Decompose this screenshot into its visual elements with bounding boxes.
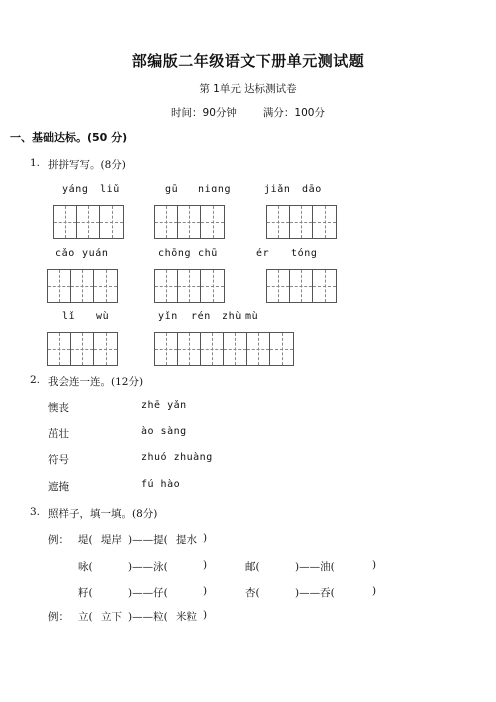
example-char: )	[203, 532, 208, 544]
example-label: 例：	[48, 611, 69, 623]
pinyin: liǔ	[100, 184, 120, 195]
question-text: 照样子，填一填。(8分)	[48, 508, 158, 520]
writing-grid[interactable]	[154, 269, 225, 303]
match-word[interactable]: 懊丧	[48, 402, 69, 414]
match-word[interactable]: 遮掩	[48, 481, 69, 493]
match-word[interactable]: 符号	[48, 454, 69, 466]
question-number: 2.	[30, 374, 41, 386]
time-limit: 时间：90分钟	[171, 107, 237, 119]
fill-blank[interactable]: )——吞(	[295, 587, 335, 599]
pinyin: ér	[256, 248, 270, 259]
question-number: 3.	[30, 506, 41, 518]
pinyin: wù	[96, 311, 110, 322]
fill-blank[interactable]: )——仔(	[128, 587, 168, 599]
example-label: 例：	[48, 534, 69, 546]
match-pinyin[interactable]: ào sàng	[141, 426, 187, 437]
fill-blank[interactable]: )	[203, 559, 208, 571]
pinyin: gū	[165, 184, 179, 195]
section-heading: 一、基础达标。(50 分)	[10, 131, 128, 144]
fill-blank[interactable]: )——油(	[295, 561, 335, 573]
writing-grid[interactable]	[266, 269, 337, 303]
example-answer: 立下	[101, 611, 122, 623]
fill-blank[interactable]: )	[203, 585, 208, 597]
question-number: 1.	[30, 157, 41, 169]
fill-char: 邮(	[245, 561, 260, 573]
match-pinyin[interactable]: zhuó zhuàng	[141, 452, 213, 463]
question-text: 我会连一连。(12分)	[48, 376, 144, 388]
example-char: )——粒(	[128, 611, 168, 623]
pinyin: yáng	[62, 184, 89, 195]
writing-grid[interactable]	[154, 205, 225, 239]
fill-blank[interactable]: )	[372, 585, 377, 597]
writing-grid[interactable]	[154, 332, 294, 366]
match-pinyin[interactable]: fú hào	[141, 479, 181, 490]
page-subtitle: 第 1单元 达标测试卷	[199, 83, 297, 95]
pinyin: yuán	[82, 248, 109, 259]
fill-char: 籽(	[78, 587, 93, 599]
page-title: 部编版二年级语文下册单元测试题	[131, 52, 365, 70]
pinyin: yǐn	[158, 311, 178, 322]
fill-blank[interactable]: )——泳(	[128, 561, 168, 573]
pinyin: jiǎn	[264, 184, 291, 195]
writing-grid[interactable]	[47, 332, 118, 366]
writing-grid[interactable]	[266, 205, 337, 239]
match-word[interactable]: 茁壮	[48, 428, 69, 440]
example-char: )——提(	[128, 534, 168, 546]
fill-blank[interactable]: )	[372, 559, 377, 571]
pinyin: mù	[245, 311, 259, 322]
question-text: 拼拼写写。(8分)	[48, 159, 126, 171]
example-answer: 米粒	[176, 611, 197, 623]
pinyin: rén	[191, 311, 211, 322]
pinyin: chōng	[158, 248, 192, 259]
example-char: 堤(	[78, 534, 93, 546]
full-score: 满分：100分	[262, 107, 325, 119]
example-char: 立(	[78, 611, 93, 623]
fill-char: 杏(	[245, 587, 260, 599]
match-pinyin[interactable]: zhē yǎn	[141, 400, 187, 411]
exam-info	[0, 105, 496, 120]
example-char: )	[203, 609, 208, 621]
pinyin: niɑng	[198, 184, 232, 195]
pinyin: tóng	[291, 248, 318, 259]
pinyin: zhù	[222, 311, 242, 322]
writing-grid[interactable]	[47, 269, 118, 303]
pinyin: lǐ	[62, 311, 76, 322]
pinyin: dāo	[302, 184, 322, 195]
pinyin: cǎo	[55, 248, 75, 259]
example-answer: 提水	[176, 534, 197, 546]
pinyin: chū	[198, 248, 218, 259]
fill-char: 咏(	[78, 561, 93, 573]
example-answer: 堤岸	[101, 534, 122, 546]
writing-grid[interactable]	[53, 205, 124, 239]
